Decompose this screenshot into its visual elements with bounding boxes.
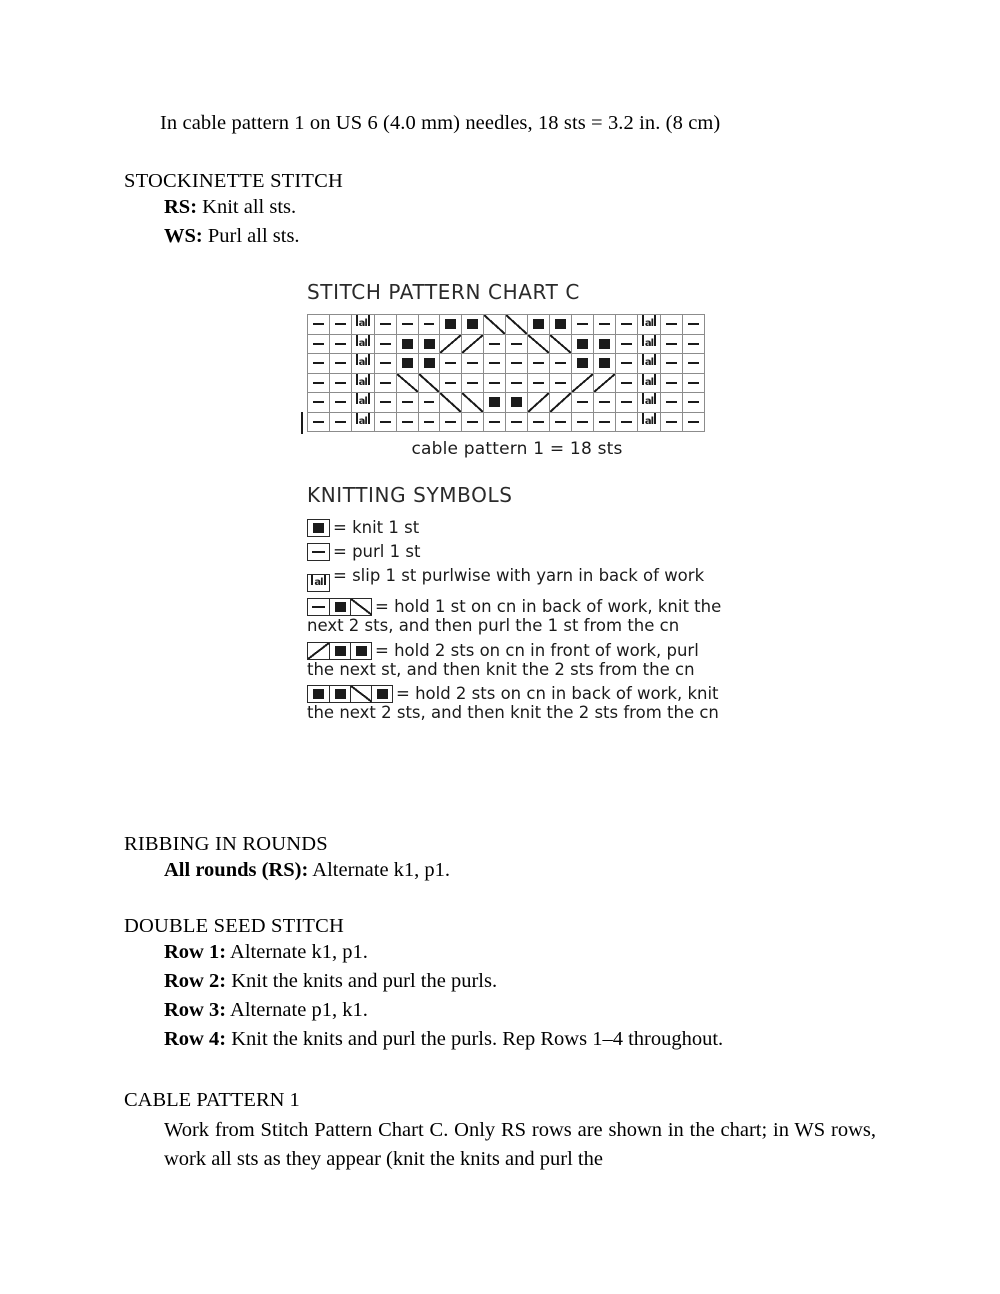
section-cable-pattern bbox=[124, 1086, 876, 1175]
symbol-knit bbox=[307, 518, 727, 537]
stitch-pattern-chart bbox=[307, 280, 727, 459]
symbols-title: KNITTING SYMBOLS bbox=[307, 483, 513, 507]
stockinette-row-ws-text: Purl all sts. bbox=[202, 225, 300, 248]
symbol-cable-front-2 bbox=[307, 641, 727, 679]
double-seed-row-2 bbox=[164, 967, 723, 996]
stockinette-row-ws bbox=[164, 222, 343, 251]
double-seed-row-1 bbox=[164, 938, 723, 967]
chart-grid-wrap bbox=[307, 314, 705, 432]
double-seed-heading: DOUBLE SEED STITCH bbox=[124, 915, 344, 937]
cable-pattern-heading: CABLE PATTERN 1 bbox=[124, 1089, 300, 1111]
cable-back-2-icon bbox=[307, 685, 393, 703]
table-row: al al bbox=[308, 315, 705, 335]
chart-repeat-marker bbox=[301, 412, 303, 434]
double-seed-row-2-label: Row 2: bbox=[164, 970, 227, 993]
symbol-knit-label: = knit 1 st bbox=[333, 518, 420, 537]
double-seed-row-1-label: Row 1: bbox=[164, 941, 227, 963]
double-seed-row-3 bbox=[164, 996, 723, 1025]
ribbing-row-1 bbox=[164, 856, 450, 885]
chart-grid bbox=[307, 314, 705, 432]
purl-stitch-icon bbox=[307, 543, 330, 561]
double-seed-row-2-text: Knit the knits and purl the purls. bbox=[226, 970, 498, 993]
knit-stitch-icon bbox=[307, 519, 330, 537]
slip-stitch-icon: al bbox=[307, 574, 330, 592]
double-seed-row-1-text: Alternate k1, p1. bbox=[226, 941, 368, 963]
table-row: al al bbox=[308, 412, 705, 432]
double-seed-row-4 bbox=[164, 1025, 723, 1054]
symbol-purl bbox=[307, 542, 727, 561]
knitting-symbols bbox=[307, 483, 727, 727]
stockinette-row-ws-label: WS: bbox=[164, 225, 203, 248]
chart-caption: cable pattern 1 = 18 sts bbox=[411, 439, 623, 459]
double-seed-row-3-text: Alternate p1, k1. bbox=[226, 999, 368, 1022]
ribbing-row-1-label: All rounds (RS): bbox=[164, 859, 309, 881]
chart-title: STITCH PATTERN CHART C bbox=[307, 280, 580, 304]
symbol-purl-label: = purl 1 st bbox=[333, 542, 421, 562]
symbol-cable-back-2-label: = hold 2 sts on cn in back of work, knit the next 2 sts, and then knit the 2 sts from the cn bbox=[307, 683, 719, 722]
cable-pattern-body: Work from Stitch Pattern Chart C. Only RS rows are shown in the chart; in WS rows, work all sts as they appear (knit the knits and purl the bbox=[164, 1118, 876, 1171]
double-seed-row-3-label: Row 3: bbox=[164, 999, 227, 1022]
stockinette-row-rs-label: RS: bbox=[164, 196, 198, 218]
double-seed-row-4-label: Row 4: bbox=[164, 1028, 227, 1051]
stockinette-row-rs bbox=[164, 193, 343, 222]
gauge-text: In cable pattern 1 on US 6 (4.0 mm) needles, 18 sts = 3.2 in. (8 cm) bbox=[160, 112, 721, 134]
section-stockinette bbox=[124, 170, 343, 251]
section-ribbing bbox=[124, 833, 450, 885]
symbol-slip bbox=[307, 566, 727, 592]
symbol-slip-label: = slip 1 st purlwise with yarn in back of work bbox=[333, 566, 705, 586]
table-row: al al bbox=[308, 393, 705, 413]
table-row: al al bbox=[308, 354, 705, 374]
section-double-seed bbox=[124, 915, 723, 1054]
double-seed-row-4-text: Knit the knits and purl the purls. Rep Rows 1–4 throughout. bbox=[226, 1028, 724, 1051]
symbol-cable-back-1-label: = hold 1 st on cn in back of work, knit the next 2 sts, and then purl the 1 st from the cn bbox=[307, 597, 722, 636]
table-row: al al bbox=[308, 334, 705, 354]
symbol-cable-back-1 bbox=[307, 597, 727, 635]
symbol-cable-back-2 bbox=[307, 684, 727, 722]
symbol-cable-front-2-label: = hold 2 sts on cn in front of work, purl the next st, and then knit the 2 sts from the cn bbox=[307, 640, 699, 679]
table-row: al al bbox=[308, 373, 705, 393]
ribbing-heading: RIBBING IN ROUNDS bbox=[124, 833, 328, 855]
stockinette-row-rs-text: Knit all sts. bbox=[197, 196, 297, 218]
cable-front-2-icon bbox=[307, 642, 372, 660]
ribbing-row-1-text: Alternate k1, p1. bbox=[308, 859, 451, 881]
cable-back-1-icon bbox=[307, 598, 372, 616]
stockinette-heading: STOCKINETTE STITCH bbox=[124, 170, 344, 192]
